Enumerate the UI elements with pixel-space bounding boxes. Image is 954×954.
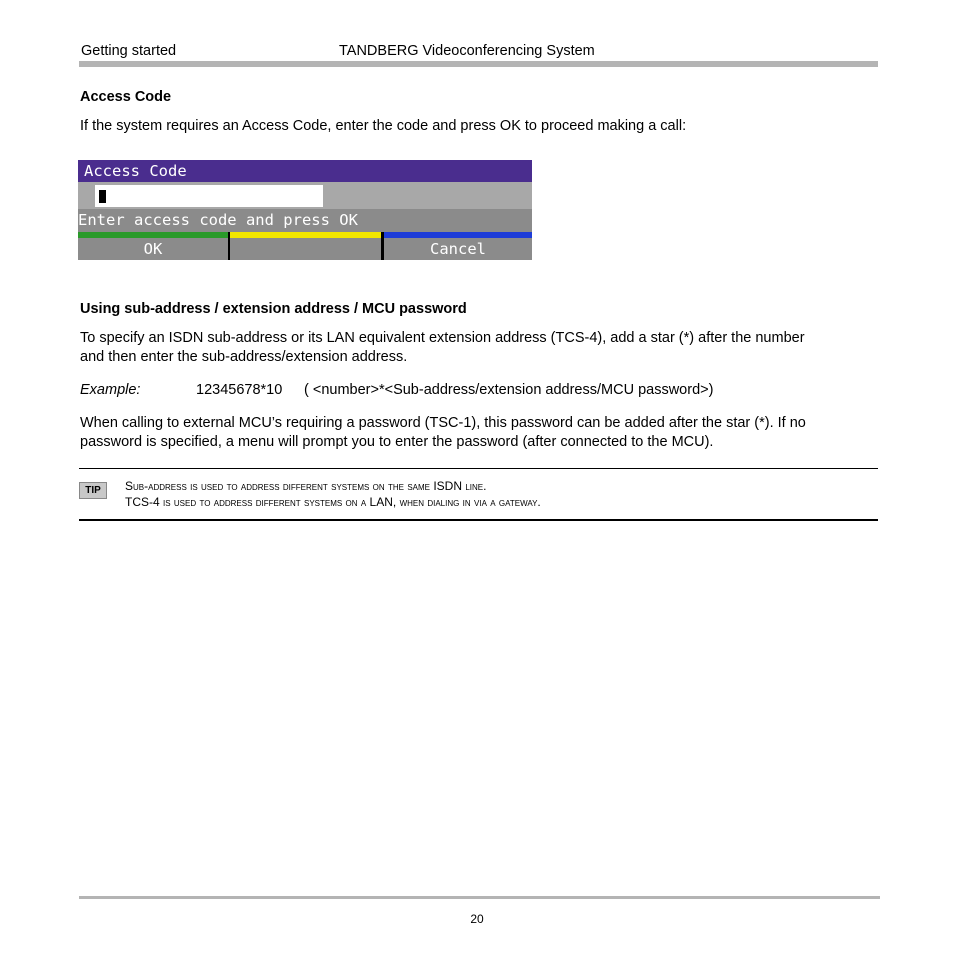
subaddress-para2-line1: When calling to external MCU’s requiring a password (TSC-1), this password can be added after the star (*). If no (80, 415, 806, 431)
footer-rule (79, 896, 880, 899)
access-code-dialog (78, 160, 532, 260)
example-label: Example: (80, 382, 141, 398)
page-number: 20 (470, 912, 484, 926)
access-code-heading: Access Code (80, 89, 172, 105)
ok-button[interactable] (78, 232, 228, 260)
access-code-input[interactable] (95, 185, 323, 207)
cancel-button[interactable] (384, 232, 532, 260)
dialog-prompt: Enter access code and press OK (78, 209, 532, 232)
tip-line-2: TCS-4 is used to address different systems on a LAN, when dialing in via a gateway. (125, 495, 541, 509)
header-section: Getting started (81, 43, 177, 59)
subaddress-para1 (80, 329, 805, 367)
tip-badge: TIP (79, 482, 107, 499)
example-format: ( <number>*<Sub-address/extension address/MCU password>) (304, 382, 714, 398)
blue-key-indicator (384, 232, 532, 238)
dialog-title: Access Code (84, 162, 187, 180)
green-key-indicator (78, 232, 228, 238)
tip-top-rule (79, 468, 878, 469)
softkey-bar (78, 232, 532, 260)
subaddress-para1-line1: To specify an ISDN sub-address or its LAN equivalent extension address (TCS-4), add a star (*) after the number (80, 330, 805, 346)
cancel-button-label: Cancel (430, 240, 486, 258)
yellow-key-indicator (230, 232, 381, 238)
subaddress-heading: Using sub-address / extension address / MCU password (80, 301, 467, 317)
tip-line-1: Sub-address is used to address different systems on the same ISDN line. (125, 479, 487, 493)
subaddress-para1-line2: and then enter the sub-address/extension address. (80, 349, 408, 365)
tip-bottom-rule (79, 519, 878, 521)
text-cursor (99, 190, 106, 203)
dialog-title-bar (78, 160, 532, 182)
subaddress-para2-line2: password is specified, a menu will prompt you to enter the password (after connected to the MCU). (80, 434, 714, 450)
yellow-softkey[interactable] (230, 232, 381, 260)
input-row (78, 182, 532, 209)
ok-button-label: OK (143, 240, 163, 258)
header-product: TANDBERG Videoconferencing System (339, 43, 595, 59)
header-rule (79, 61, 878, 67)
access-code-intro: If the system requires an Access Code, enter the code and press OK to proceed making a call: (80, 118, 687, 134)
example-value: 12345678*10 (196, 382, 283, 398)
subaddress-para2 (80, 414, 806, 452)
